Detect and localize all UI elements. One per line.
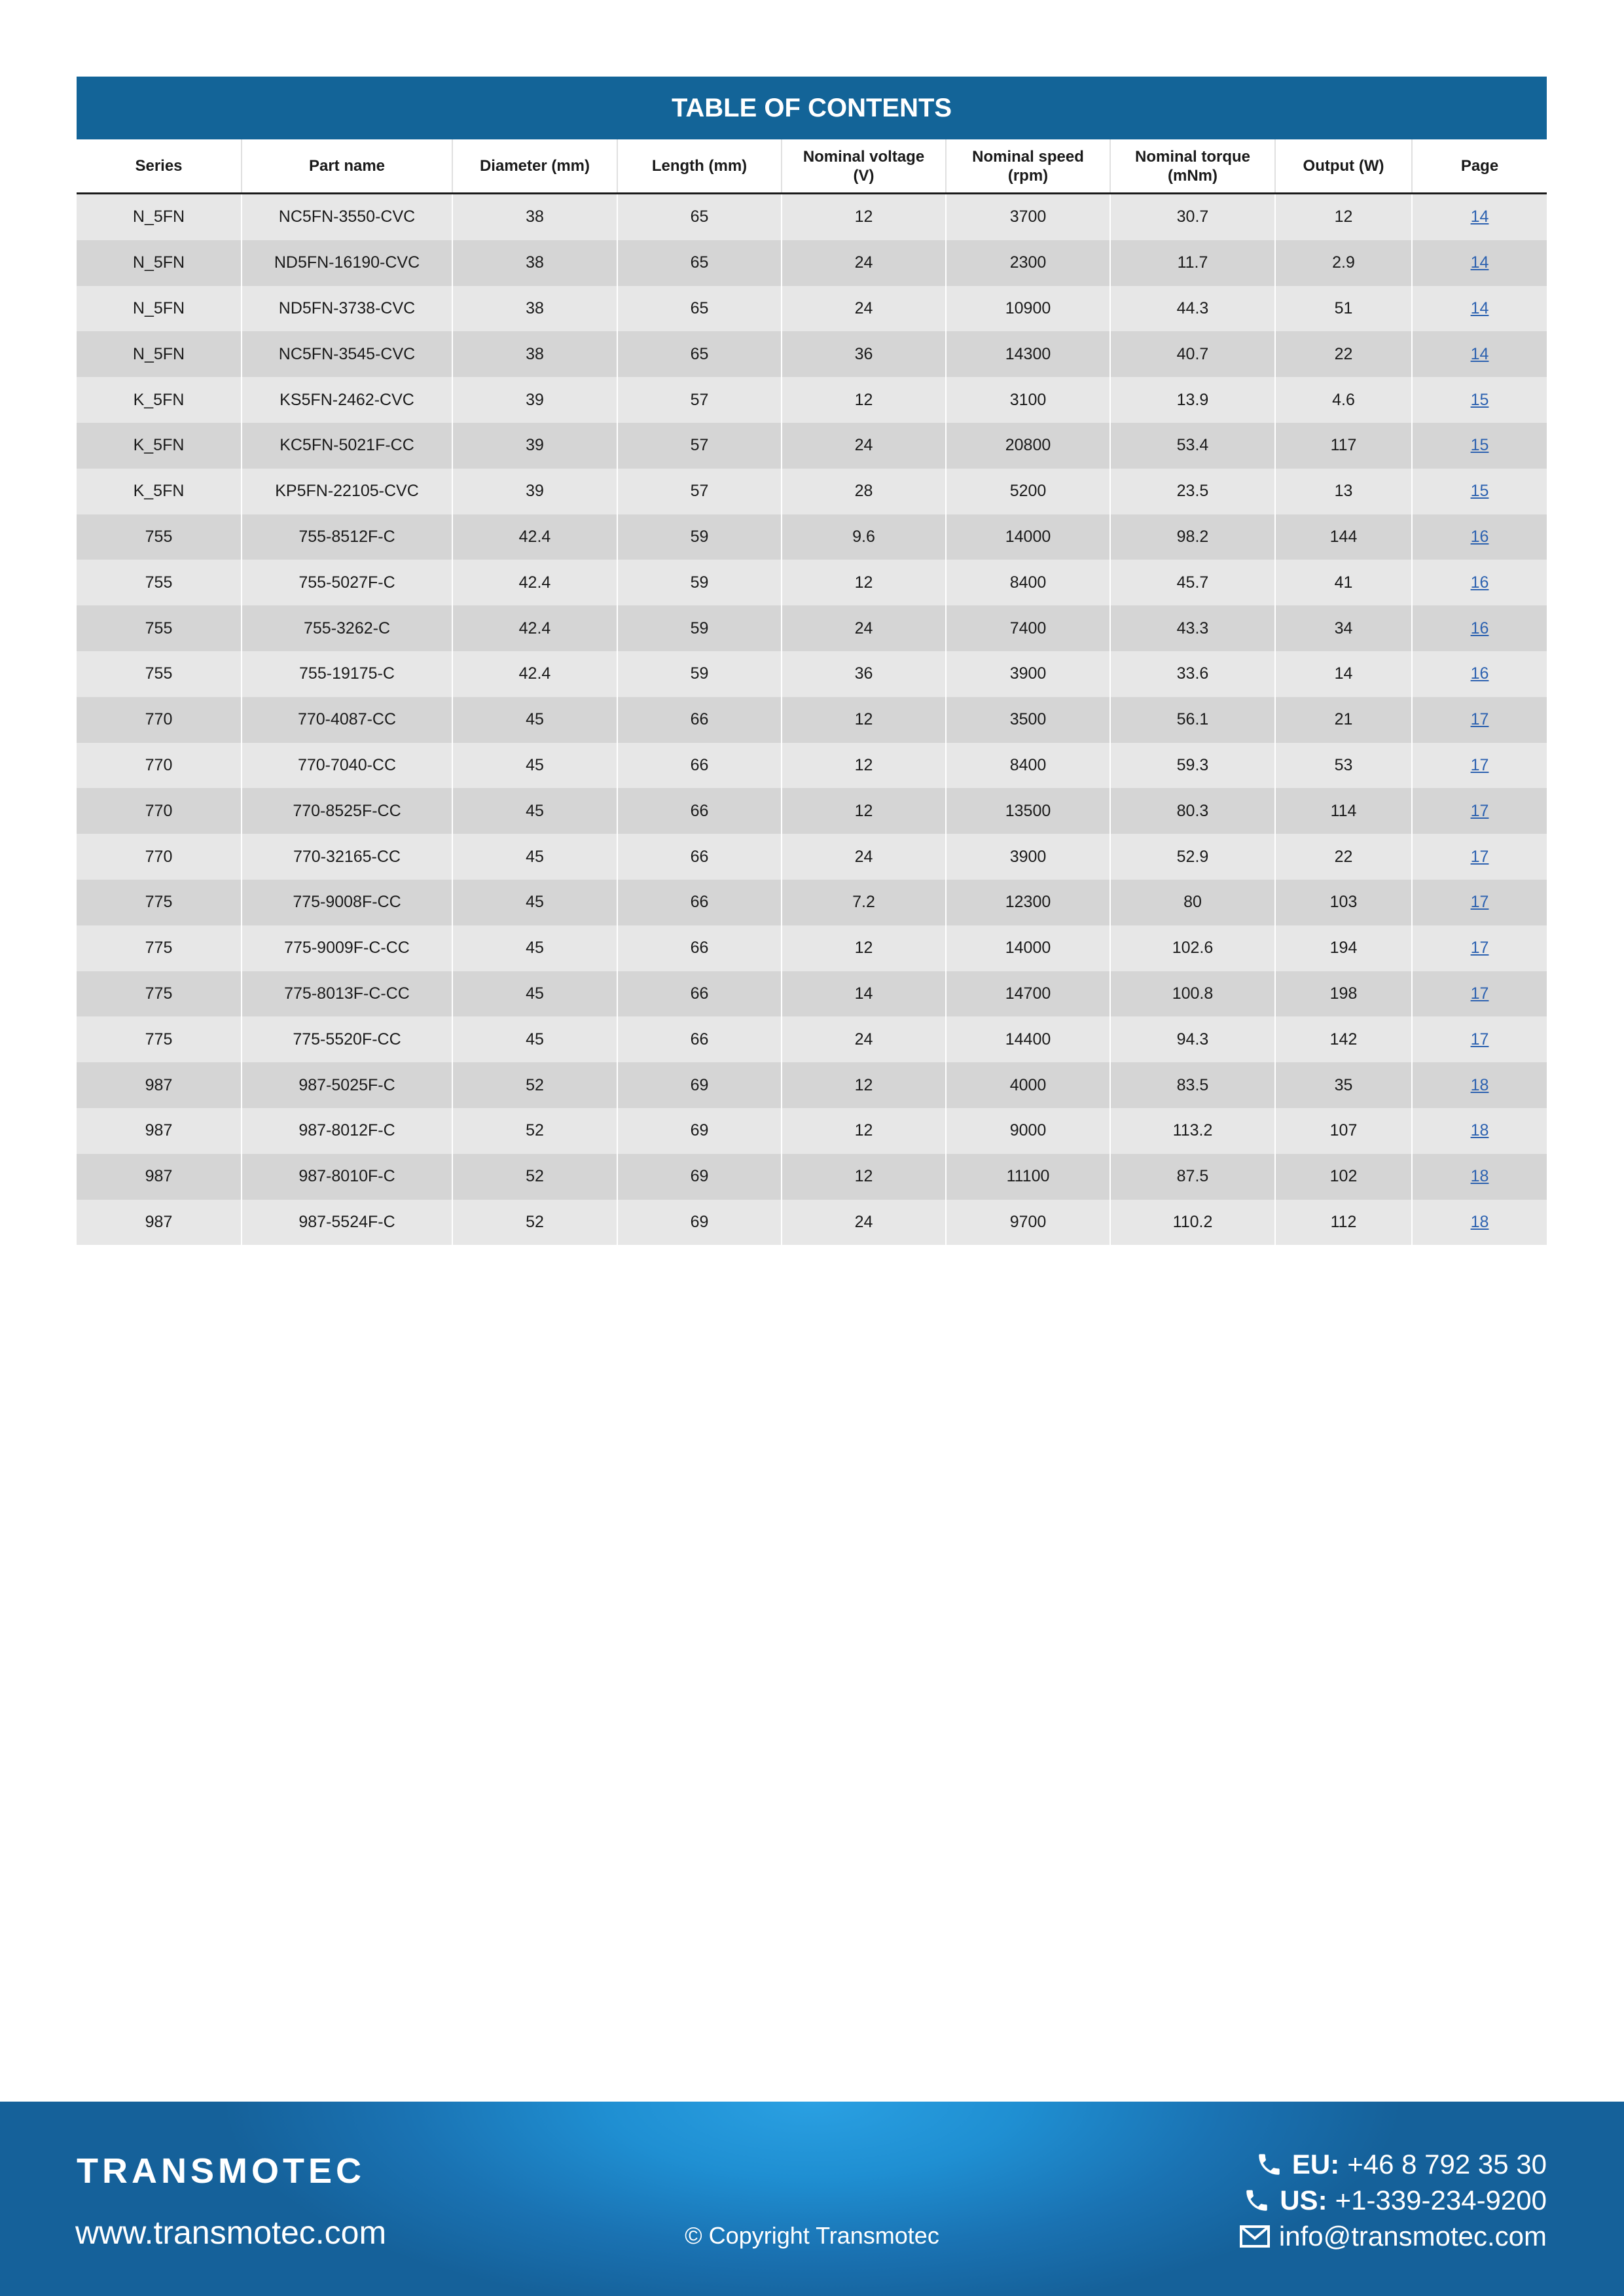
cell-page [1412,880,1547,925]
cell-nominal-speed: 4000 [946,1062,1110,1108]
cell-nominal-torque: 30.7 [1110,194,1275,240]
cell-page [1412,743,1547,789]
cell-nominal-torque: 102.6 [1110,925,1275,971]
cell-nominal-voltage: 24 [782,1200,946,1246]
cell-output: 53 [1275,743,1412,789]
cell-nominal-speed: 14000 [946,514,1110,560]
cell-page [1412,1062,1547,1108]
page-link[interactable]: 17 [1470,984,1489,1003]
cell-part-name: 987-8010F-C [242,1154,452,1200]
page-link[interactable]: 18 [1470,1167,1489,1186]
page-link[interactable]: 14 [1470,253,1489,272]
col-header-nominal-speed: Nominal speed (rpm) [946,139,1110,194]
cell-length: 65 [617,286,782,332]
table-row [77,788,1547,834]
page-link[interactable]: 17 [1470,893,1489,912]
cell-output: 144 [1275,514,1412,560]
cell-series: N_5FN [77,194,242,240]
website-link[interactable]: www.transmotec.com [75,2214,387,2251]
cell-nominal-voltage: 24 [782,834,946,880]
cell-length: 59 [617,651,782,697]
cell-nominal-torque: 52.9 [1110,834,1275,880]
cell-nominal-voltage: 24 [782,286,946,332]
cell-series: 775 [77,925,242,971]
cell-diameter: 39 [452,423,617,469]
table-row [77,1200,1547,1246]
page-link[interactable]: 14 [1470,298,1489,317]
cell-part-name: KC5FN-5021F-CC [242,423,452,469]
cell-page [1412,697,1547,743]
cell-output: 14 [1275,651,1412,697]
cell-nominal-torque: 98.2 [1110,514,1275,560]
cell-nominal-torque: 45.7 [1110,560,1275,605]
cell-length: 66 [617,880,782,925]
cell-length: 66 [617,971,782,1017]
cell-nominal-torque: 80.3 [1110,788,1275,834]
table-row [77,880,1547,925]
cell-length: 65 [617,331,782,377]
cell-nominal-torque: 23.5 [1110,469,1275,514]
cell-part-name: 770-4087-CC [242,697,452,743]
table-row [77,697,1547,743]
cell-nominal-torque: 33.6 [1110,651,1275,697]
contact-block [1240,2146,1547,2254]
cell-series: 987 [77,1200,242,1246]
table-row [77,1108,1547,1154]
footer [0,2102,1624,2296]
cell-page [1412,423,1547,469]
cell-series: 755 [77,651,242,697]
table-row [77,377,1547,423]
cell-series: K_5FN [77,377,242,423]
cell-nominal-voltage: 12 [782,1062,946,1108]
transmotec-logo: TRANSMOTEC [77,2151,365,2191]
cell-diameter: 38 [452,240,617,286]
cell-part-name: NC5FN-3545-CVC [242,331,452,377]
cell-diameter: 42.4 [452,651,617,697]
cell-length: 66 [617,834,782,880]
cell-nominal-speed: 7400 [946,605,1110,651]
cell-length: 59 [617,514,782,560]
table-row [77,1062,1547,1108]
us-label: US: [1280,2185,1327,2215]
cell-series: K_5FN [77,469,242,514]
cell-output: 12 [1275,194,1412,240]
cell-nominal-speed: 3900 [946,834,1110,880]
table-row [77,194,1547,240]
cell-page [1412,240,1547,286]
cell-nominal-torque: 83.5 [1110,1062,1275,1108]
cell-part-name: 755-3262-C [242,605,452,651]
cell-diameter: 39 [452,377,617,423]
cell-diameter: 42.4 [452,514,617,560]
cell-page [1412,194,1547,240]
cell-nominal-voltage: 14 [782,971,946,1017]
cell-nominal-speed: 14700 [946,971,1110,1017]
col-header-page: Page [1412,139,1547,194]
cell-nominal-torque: 40.7 [1110,331,1275,377]
cell-length: 69 [617,1154,782,1200]
cell-page [1412,1154,1547,1200]
cell-length: 65 [617,194,782,240]
cell-length: 69 [617,1062,782,1108]
col-header-series: Series [77,139,242,194]
cell-output: 22 [1275,331,1412,377]
cell-page [1412,469,1547,514]
page-link[interactable]: 15 [1470,390,1489,409]
table-row [77,1154,1547,1200]
page-link[interactable]: 15 [1470,482,1489,501]
cell-output: 142 [1275,1016,1412,1062]
copyright-text: © Copyright Transmotec [685,2222,939,2249]
cell-length: 57 [617,377,782,423]
table-row [77,240,1547,286]
cell-part-name: ND5FN-16190-CVC [242,240,452,286]
cell-page [1412,514,1547,560]
cell-output: 107 [1275,1108,1412,1154]
cell-page [1412,925,1547,971]
cell-output: 21 [1275,697,1412,743]
cell-length: 59 [617,560,782,605]
table-header-row [77,139,1547,194]
cell-page [1412,788,1547,834]
cell-nominal-torque: 59.3 [1110,743,1275,789]
cell-nominal-speed: 14400 [946,1016,1110,1062]
page-link[interactable]: 17 [1470,710,1489,729]
cell-nominal-torque: 13.9 [1110,377,1275,423]
cell-output: 2.9 [1275,240,1412,286]
cell-page [1412,286,1547,332]
cell-part-name: 770-7040-CC [242,743,452,789]
page-link[interactable]: 18 [1470,1212,1489,1231]
col-header-diameter: Diameter (mm) [452,139,617,194]
table-row [77,423,1547,469]
cell-nominal-speed: 14300 [946,331,1110,377]
cell-series: 987 [77,1154,242,1200]
cell-diameter: 45 [452,971,617,1017]
page-link[interactable]: 17 [1470,847,1489,866]
cell-diameter: 42.4 [452,560,617,605]
table-of-contents [77,77,1547,1245]
table-row [77,286,1547,332]
cell-part-name: 775-9008F-CC [242,880,452,925]
cell-series: 987 [77,1062,242,1108]
motor-table [77,139,1547,1245]
cell-series: 770 [77,788,242,834]
page-link[interactable]: 17 [1470,801,1489,820]
table-row [77,331,1547,377]
cell-length: 57 [617,469,782,514]
email-line[interactable] [1240,2218,1547,2254]
cell-page [1412,377,1547,423]
cell-nominal-speed: 2300 [946,240,1110,286]
cell-length: 69 [617,1200,782,1246]
cell-nominal-voltage: 28 [782,469,946,514]
cell-nominal-voltage: 24 [782,1016,946,1062]
cell-nominal-voltage: 24 [782,423,946,469]
cell-output: 103 [1275,880,1412,925]
page-link[interactable]: 15 [1470,436,1489,455]
cell-nominal-torque: 43.3 [1110,605,1275,651]
cell-length: 59 [617,605,782,651]
cell-nominal-speed: 9000 [946,1108,1110,1154]
cell-nominal-voltage: 12 [782,925,946,971]
cell-output: 4.6 [1275,377,1412,423]
cell-nominal-speed: 11100 [946,1154,1110,1200]
cell-nominal-voltage: 36 [782,331,946,377]
cell-diameter: 45 [452,697,617,743]
cell-diameter: 52 [452,1062,617,1108]
cell-output: 112 [1275,1200,1412,1246]
col-header-nominal-voltage: Nominal voltage (V) [782,139,946,194]
cell-part-name: 987-5025F-C [242,1062,452,1108]
table-row [77,560,1547,605]
cell-length: 66 [617,697,782,743]
cell-output: 198 [1275,971,1412,1017]
cell-nominal-speed: 3100 [946,377,1110,423]
table-body [77,194,1547,1246]
cell-nominal-voltage: 12 [782,377,946,423]
cell-diameter: 42.4 [452,605,617,651]
cell-nominal-speed: 5200 [946,469,1110,514]
cell-nominal-speed: 9700 [946,1200,1110,1246]
cell-page [1412,560,1547,605]
cell-nominal-speed: 14000 [946,925,1110,971]
cell-page [1412,834,1547,880]
cell-part-name: 987-8012F-C [242,1108,452,1154]
table-row [77,1016,1547,1062]
us-phone-line[interactable] [1240,2182,1547,2218]
cell-diameter: 52 [452,1200,617,1246]
cell-length: 66 [617,1016,782,1062]
cell-nominal-torque: 11.7 [1110,240,1275,286]
cell-page [1412,1200,1547,1246]
table-row [77,651,1547,697]
cell-nominal-voltage: 12 [782,1108,946,1154]
cell-page [1412,605,1547,651]
email-address: info@transmotec.com [1278,2221,1547,2251]
cell-nominal-speed: 12300 [946,880,1110,925]
cell-nominal-voltage: 12 [782,1154,946,1200]
cell-nominal-torque: 94.3 [1110,1016,1275,1062]
cell-nominal-speed: 20800 [946,423,1110,469]
cell-length: 65 [617,240,782,286]
table-row [77,514,1547,560]
cell-series: K_5FN [77,423,242,469]
cell-output: 41 [1275,560,1412,605]
table-row [77,925,1547,971]
toc-title: TABLE OF CONTENTS [77,77,1547,139]
page-link[interactable]: 14 [1470,207,1489,226]
col-header-length: Length (mm) [617,139,782,194]
cell-part-name: 755-19175-C [242,651,452,697]
cell-part-name: ND5FN-3738-CVC [242,286,452,332]
cell-nominal-voltage: 12 [782,788,946,834]
table-row [77,605,1547,651]
page-link[interactable]: 17 [1470,1030,1489,1049]
cell-output: 51 [1275,286,1412,332]
cell-diameter: 45 [452,1016,617,1062]
cell-part-name: 755-5027F-C [242,560,452,605]
page-link[interactable]: 18 [1470,1075,1489,1094]
eu-phone-line[interactable] [1240,2146,1547,2182]
col-header-output: Output (W) [1275,139,1412,194]
cell-length: 69 [617,1108,782,1154]
cell-nominal-torque: 44.3 [1110,286,1275,332]
page-link[interactable]: 16 [1470,664,1489,683]
cell-diameter: 38 [452,194,617,240]
cell-series: N_5FN [77,286,242,332]
cell-page [1412,971,1547,1017]
cell-length: 66 [617,743,782,789]
cell-page [1412,651,1547,697]
cell-diameter: 38 [452,286,617,332]
page-link[interactable]: 16 [1470,527,1489,546]
cell-nominal-speed: 13500 [946,788,1110,834]
cell-nominal-voltage: 9.6 [782,514,946,560]
cell-nominal-speed: 3500 [946,697,1110,743]
cell-series: 755 [77,514,242,560]
col-header-part-name: Part name [242,139,452,194]
cell-length: 66 [617,925,782,971]
cell-nominal-torque: 100.8 [1110,971,1275,1017]
cell-nominal-torque: 87.5 [1110,1154,1275,1200]
cell-output: 13 [1275,469,1412,514]
cell-part-name: 770-8525F-CC [242,788,452,834]
cell-diameter: 45 [452,743,617,789]
cell-part-name: 775-5520F-CC [242,1016,452,1062]
table-row [77,834,1547,880]
cell-output: 35 [1275,1062,1412,1108]
cell-nominal-voltage: 12 [782,743,946,789]
cell-nominal-torque: 53.4 [1110,423,1275,469]
page-link[interactable]: 18 [1470,1121,1489,1140]
cell-nominal-speed: 8400 [946,743,1110,789]
table-row [77,469,1547,514]
cell-output: 117 [1275,423,1412,469]
mail-icon [1240,2225,1270,2248]
cell-nominal-torque: 56.1 [1110,697,1275,743]
eu-label: EU: [1291,2149,1340,2179]
cell-nominal-speed: 10900 [946,286,1110,332]
phone-icon [1255,2151,1283,2178]
cell-series: N_5FN [77,331,242,377]
cell-length: 57 [617,423,782,469]
cell-nominal-speed: 3900 [946,651,1110,697]
cell-nominal-voltage: 24 [782,240,946,286]
page-link[interactable]: 14 [1470,344,1489,363]
cell-nominal-speed: 3700 [946,194,1110,240]
cell-series: 755 [77,560,242,605]
cell-series: 987 [77,1108,242,1154]
page-link[interactable]: 17 [1470,939,1489,958]
cell-nominal-voltage: 36 [782,651,946,697]
cell-nominal-speed: 8400 [946,560,1110,605]
cell-length: 66 [617,788,782,834]
cell-page [1412,1108,1547,1154]
cell-diameter: 52 [452,1108,617,1154]
cell-nominal-voltage: 24 [782,605,946,651]
cell-series: 775 [77,1016,242,1062]
cell-part-name: 987-5524F-C [242,1200,452,1246]
cell-part-name: 770-32165-CC [242,834,452,880]
cell-nominal-torque: 110.2 [1110,1200,1275,1246]
cell-diameter: 38 [452,331,617,377]
cell-nominal-voltage: 7.2 [782,880,946,925]
cell-part-name: 775-8013F-C-CC [242,971,452,1017]
cell-diameter: 45 [452,880,617,925]
cell-series: 770 [77,743,242,789]
cell-page [1412,331,1547,377]
eu-phone: +46 8 792 35 30 [1347,2149,1547,2179]
table-row [77,971,1547,1017]
cell-series: 755 [77,605,242,651]
cell-nominal-voltage: 12 [782,697,946,743]
cell-part-name: KS5FN-2462-CVC [242,377,452,423]
us-phone: +1-339-234-9200 [1335,2185,1547,2215]
page-link[interactable]: 16 [1470,573,1489,592]
cell-series: 770 [77,834,242,880]
cell-diameter: 52 [452,1154,617,1200]
cell-diameter: 39 [452,469,617,514]
cell-nominal-torque: 80 [1110,880,1275,925]
cell-diameter: 45 [452,834,617,880]
cell-series: 770 [77,697,242,743]
cell-part-name: 775-9009F-C-CC [242,925,452,971]
cell-nominal-voltage: 12 [782,194,946,240]
table-row [77,743,1547,789]
cell-output: 22 [1275,834,1412,880]
cell-part-name: KP5FN-22105-CVC [242,469,452,514]
cell-diameter: 45 [452,788,617,834]
cell-part-name: 755-8512F-C [242,514,452,560]
cell-series: 775 [77,971,242,1017]
cell-output: 194 [1275,925,1412,971]
col-header-nominal-torque: Nominal torque (mNm) [1110,139,1275,194]
cell-output: 34 [1275,605,1412,651]
cell-output: 114 [1275,788,1412,834]
cell-diameter: 45 [452,925,617,971]
cell-nominal-voltage: 12 [782,560,946,605]
cell-series: N_5FN [77,240,242,286]
page-link[interactable]: 16 [1470,619,1489,637]
cell-series: 775 [77,880,242,925]
cell-nominal-torque: 113.2 [1110,1108,1275,1154]
phone-icon [1243,2187,1271,2214]
cell-output: 102 [1275,1154,1412,1200]
page-link[interactable]: 17 [1470,755,1489,774]
cell-part-name: NC5FN-3550-CVC [242,194,452,240]
cell-page [1412,1016,1547,1062]
